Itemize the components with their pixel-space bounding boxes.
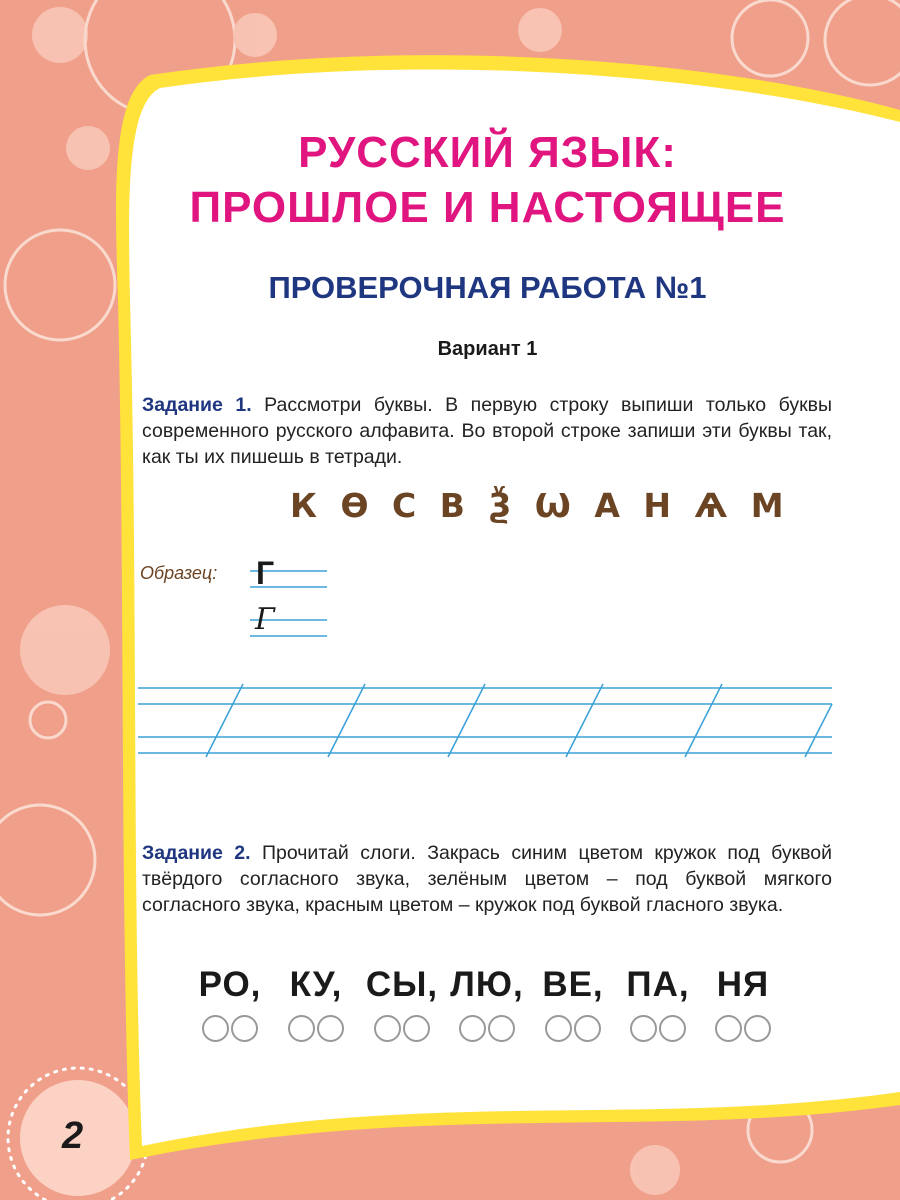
syllable-item — [703, 965, 783, 1042]
answer-circle[interactable] — [574, 1015, 601, 1042]
syllable-item — [362, 965, 442, 1042]
syllable-item — [190, 965, 270, 1042]
page-title-line2: ПРОШЛОЕ И НАСТОЯЩЕЕ — [189, 183, 786, 232]
answer-circle[interactable] — [659, 1015, 686, 1042]
syllable-item — [447, 965, 527, 1042]
sample-label: Образец: — [140, 563, 218, 583]
syllable-text: КУ, — [289, 965, 343, 1004]
syllable-text: ПА, — [626, 965, 690, 1004]
answer-circle[interactable] — [202, 1015, 229, 1042]
task2-text — [142, 840, 832, 918]
answer-circle[interactable] — [459, 1015, 486, 1042]
task1-label: Задание 1. — [142, 394, 252, 416]
sample-print-letter: Г — [256, 555, 275, 591]
syllable-item — [533, 965, 613, 1042]
test-title: ПРОВЕРОЧНАЯ РАБОТА №1 — [268, 270, 707, 305]
answer-circle[interactable] — [231, 1015, 258, 1042]
syllable-text: СЫ, — [365, 965, 439, 1004]
answer-circle[interactable] — [545, 1015, 572, 1042]
answer-circle[interactable] — [317, 1015, 344, 1042]
syllable-item — [276, 965, 356, 1042]
answer-circle[interactable] — [488, 1015, 515, 1042]
task1-text — [142, 392, 832, 470]
answer-circle[interactable] — [288, 1015, 315, 1042]
syllable-text: НЯ — [716, 965, 770, 1004]
answer-circle[interactable] — [715, 1015, 742, 1042]
syllable-text: РО, — [198, 965, 262, 1004]
syllable-text: ЛЮ, — [450, 965, 524, 1004]
syllable-item — [618, 965, 698, 1042]
task1-instructions: Рассмотри буквы. В первую строку выпиши только буквы современного русского алфавита. Во второй строке запиши эти буквы так, как ты их пишешь в тетради. — [142, 394, 833, 468]
answer-circle[interactable] — [630, 1015, 657, 1042]
page-title-line1: РУССКИЙ ЯЗЫК: — [298, 128, 677, 177]
syllable-text: ВЕ, — [542, 965, 604, 1004]
sample-script-letter: Г — [255, 602, 275, 637]
variant-label: Вариант 1 — [437, 338, 538, 360]
task2-instructions: Прочитай слоги. Закрась синим цветом кружок под буквой твёрдого согласного звука, зелёным цветом – под буквой мягкого согласного звука, красным цветом – кружок под буквой гласного звука. — [142, 842, 833, 916]
page-number: 2 — [62, 1115, 84, 1157]
answer-circle[interactable] — [744, 1015, 771, 1042]
letter-row: К Ѳ С В Ѯ Ѡ А Н Ѧ М — [290, 486, 790, 525]
answer-circle[interactable] — [403, 1015, 430, 1042]
task2-label: Задание 2. — [142, 842, 251, 864]
answer-circle[interactable] — [374, 1015, 401, 1042]
